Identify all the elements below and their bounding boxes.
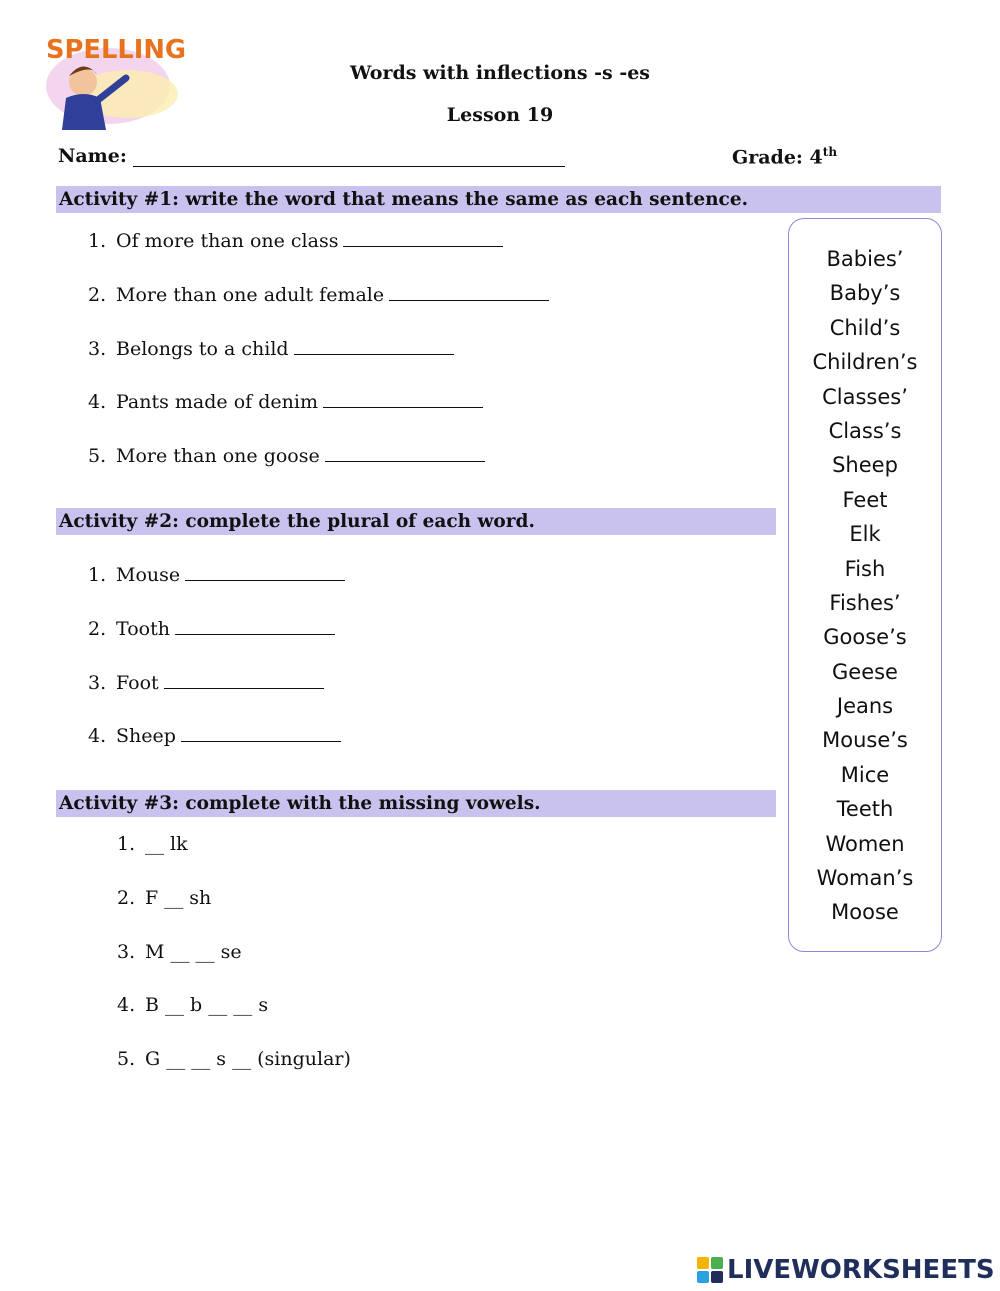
word-bank-item[interactable]: Mouse’s <box>822 728 908 753</box>
list-item: 2. More than one adult female <box>88 283 549 337</box>
activity3-heading: Activity #3: complete with the missing vowels. <box>56 790 776 817</box>
word-bank-item[interactable]: Baby’s <box>829 281 901 306</box>
activity1-heading: Activity #1: write the word that means the same as each sentence. <box>56 186 941 213</box>
answer-blank[interactable] <box>343 229 503 247</box>
list-item: 5. More than one goose <box>88 444 549 474</box>
list-item[interactable]: 4. B __ b __ __ s <box>117 994 269 1016</box>
word-bank-item[interactable]: Children’s <box>812 350 918 375</box>
word-bank-item[interactable]: Babies’ <box>826 247 904 271</box>
answer-blank[interactable] <box>323 390 483 408</box>
word-bank-item[interactable]: Teeth <box>836 797 894 822</box>
liveworksheets-brand <box>697 1254 995 1286</box>
list-item: 1. Of more than one class <box>88 229 549 283</box>
logo-text: SPELLING <box>46 35 186 65</box>
answer-blank[interactable] <box>164 671 324 689</box>
word-bank-item[interactable]: Sheep <box>832 453 898 478</box>
list-item: 4. Pants made of denim <box>88 390 549 444</box>
word-bank-item[interactable]: Classes’ <box>822 384 908 409</box>
activity3-list <box>117 832 351 1077</box>
word-bank-item[interactable]: Geese <box>832 659 898 684</box>
answer-blank[interactable] <box>185 563 345 581</box>
brand-text: LIVEWORKSHEETS <box>727 1255 995 1285</box>
answer-blank[interactable] <box>175 617 335 635</box>
word-bank-item[interactable]: Fishes’ <box>829 590 901 615</box>
lesson-label: Lesson 19 <box>446 104 554 126</box>
list-item[interactable]: 5. G __ __ s __ (singular) <box>117 1048 351 1070</box>
word-bank-item[interactable]: Child’s <box>829 315 901 340</box>
word-bank-item[interactable]: Elk <box>849 522 881 547</box>
answer-blank[interactable] <box>294 337 454 355</box>
answer-blank[interactable] <box>325 444 485 462</box>
word-bank-item[interactable]: Women <box>825 831 905 856</box>
liveworksheets-icon <box>697 1257 723 1283</box>
grade-suffix: th <box>822 145 838 159</box>
name-label: Name: <box>58 145 127 167</box>
list-item: 3. Foot <box>88 671 345 724</box>
name-row <box>58 145 565 167</box>
grade-label <box>732 145 837 168</box>
answer-blank[interactable] <box>389 283 549 301</box>
word-bank-item[interactable]: Moose <box>831 900 899 925</box>
word-bank-item[interactable]: Woman’s <box>816 866 914 891</box>
word-bank-item[interactable]: Jeans <box>836 694 894 719</box>
word-bank-item[interactable]: Mice <box>840 762 890 787</box>
word-bank-list <box>789 244 941 932</box>
list-item: 2. Tooth <box>88 617 345 671</box>
word-bank <box>788 218 942 952</box>
word-bank-item[interactable]: Feet <box>842 487 888 512</box>
list-item: 1. Mouse <box>88 563 345 617</box>
word-bank-item[interactable]: Fish <box>844 556 886 581</box>
activity2-list <box>88 563 345 754</box>
activity1-list <box>88 229 549 474</box>
word-bank-item[interactable]: Class’s <box>828 418 902 443</box>
list-item[interactable]: 2. F __ sh <box>117 887 212 909</box>
list-item: 3. Belongs to a child <box>88 337 549 390</box>
answer-blank[interactable] <box>181 724 341 742</box>
word-bank-item[interactable]: Goose’s <box>823 625 907 650</box>
activity2-heading: Activity #2: complete the plural of each word. <box>56 508 776 535</box>
name-field[interactable] <box>133 146 565 167</box>
list-item[interactable]: 1. __ lk <box>117 833 188 855</box>
list-item: 4. Sheep <box>88 724 345 754</box>
worksheet-title: Words with inflections -s -es <box>349 62 650 84</box>
grade-text: Grade: 4 <box>732 146 823 169</box>
list-item[interactable]: 3. M __ __ se <box>117 941 242 963</box>
